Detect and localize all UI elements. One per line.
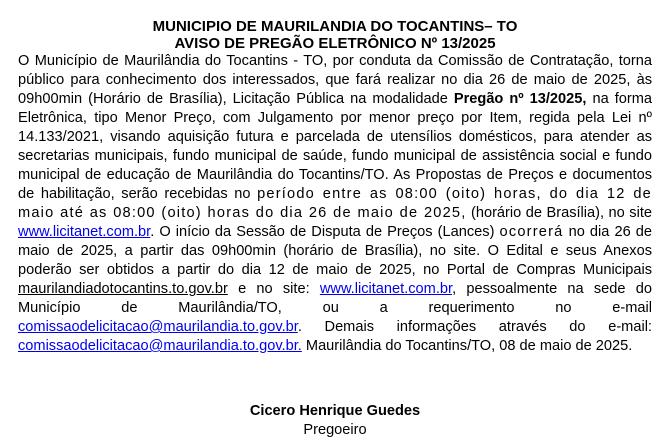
portal-link[interactable]: maurilandiadotocantins.to.gov.br xyxy=(18,281,228,297)
notice-text-9: , pessoalmente na sede do Município de Maurilândia/TO, ou a requerimento no e-mail xyxy=(18,281,652,316)
notice-body xyxy=(18,52,652,356)
licitanet-link-2[interactable]: www.licitanet.com.br xyxy=(319,281,453,297)
licitanet-link-1[interactable]: www.licitanet.com.br xyxy=(18,224,151,240)
notice-text-2: na forma Eletrônica, tipo Menor Preço, com Julgamento por menor preço por Item, regida pela Lei nº 14.133/2021, visando aquisição futura e parcelada de utensílios domésticos, para atender as secretarias municipais, fundo municipal de saúde, fundo municipal de assistência social e fundo municipal de educação de Maurilândia do Tocantins/TO. As Propostas de Preços e documentos de habilitação, serão recebidas no xyxy=(18,91,652,202)
notice-text-8: e no site: xyxy=(227,281,320,297)
notice-title: AVISO DE PREGÃO ELETRÔNICO Nº 13/2025 xyxy=(174,35,496,52)
occurrence-word: ocorrerá xyxy=(499,224,564,240)
municipality-title: MUNICIPIO DE MAURILANDIA DO TOCANTINS– TO xyxy=(152,18,518,35)
modality-label: Pregão nº 13/2025, xyxy=(453,91,587,107)
notice-text-11: Maurilândia do Tocantins/TO, 08 de maio de 2025. xyxy=(301,338,633,354)
notice-text-10: . Demais informações através do e-mail: xyxy=(297,319,652,335)
notice-header xyxy=(18,18,652,52)
notice-text-4: (horário de Brasília), no site xyxy=(466,205,652,221)
email-link-1[interactable]: comissaodelicitacao@maurilandia.to.gov.br xyxy=(18,319,298,335)
signatory-role: Pregoeiro xyxy=(303,422,367,438)
email-link-2[interactable]: comissaodelicitacao@maurilandia.to.gov.br. xyxy=(18,338,302,354)
notice-text-1: O Município de Maurilândia do Tocantins - TO, por conduta da Comissão de Contratação, torna público para conhecimento dos interessados, que fará realizar no dia 26 de maio de 2025, às 09h00min (Horário de Brasília), Licitação Pública na modalidade xyxy=(18,53,652,107)
notice-text-7: no dia 26 de maio de 2025, a partir das 09h00min (horário de Brasília), no site. O Edital e seus Anexos poderão ser obtidos a partir do dia 12 de maio de 2025, no Portal de Compras Municipais xyxy=(18,224,652,278)
notice-text-5: . O início da Sessão de Disputa de Preços (Lances) xyxy=(150,224,500,240)
proposal-period: período entre as 08:00 (oito) horas, do dia 12 de maio até as 08:00 (oito) horas do dia 26 de maio de 2025, xyxy=(18,186,652,221)
signatory-name: Cicero Henrique Guedes xyxy=(249,403,421,419)
